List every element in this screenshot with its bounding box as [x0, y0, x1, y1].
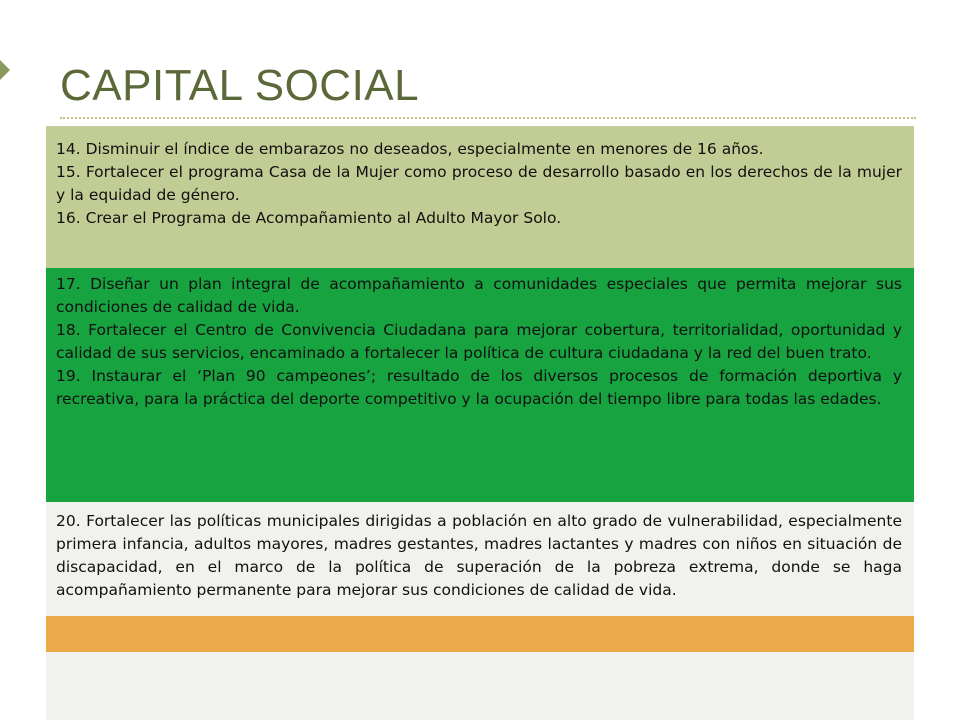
list-item-20: 20. Fortalecer las políticas municipales dirigidas a población en alto grado de vulnerabilidad, especialmente primera infancia, adultos mayores, madres gestantes, madres lactantes y madres con niños en situación de discapacidad, en el marco de la política de superación de la pobreza extrema, donde se haga acompañamiento permanente para mejorar sus condiciones de calidad de vida. — [56, 512, 902, 599]
list-item-15: 15. Fortalecer el programa Casa de la Mujer como proceso de desarrollo basado en los derechos de la mujer y la equidad de género. — [56, 163, 902, 204]
orange-band — [46, 616, 914, 652]
bottom-panel — [46, 652, 914, 720]
list-item-16: 16. Crear el Programa de Acompañamiento al Adulto Mayor Solo. — [56, 209, 562, 227]
list-item-19: 19. Instaurar el ‘Plan 90 campeones’; resultado de los diversos procesos de formación deportiva y recreativa, para la práctica del deporte competitivo y la ocupación del tiempo libre para todas las edades. — [56, 367, 902, 408]
slide-title: CAPITAL SOCIAL — [60, 61, 420, 110]
content-block-olive — [46, 126, 914, 268]
slide-accent-triangle — [0, 60, 10, 80]
content-block-light — [46, 502, 914, 616]
list-item-18: 18. Fortalecer el Centro de Convivencia Ciudadana para mejorar cobertura, territorialidad, oportunidad y calidad de sus servicios, encaminado a fortalecer la política de cultura ciudadana y la red del buen trato. — [56, 321, 902, 362]
list-item-17: 17. Diseñar un plan integral de acompañamiento a comunidades especiales que permita mejorar sus condiciones de calidad de vida. — [56, 275, 902, 316]
list-item-14: 14. Disminuir el índice de embarazos no deseados, especialmente en menores de 16 años. — [56, 140, 764, 158]
content-block-green — [46, 268, 914, 502]
title-divider — [60, 117, 916, 119]
